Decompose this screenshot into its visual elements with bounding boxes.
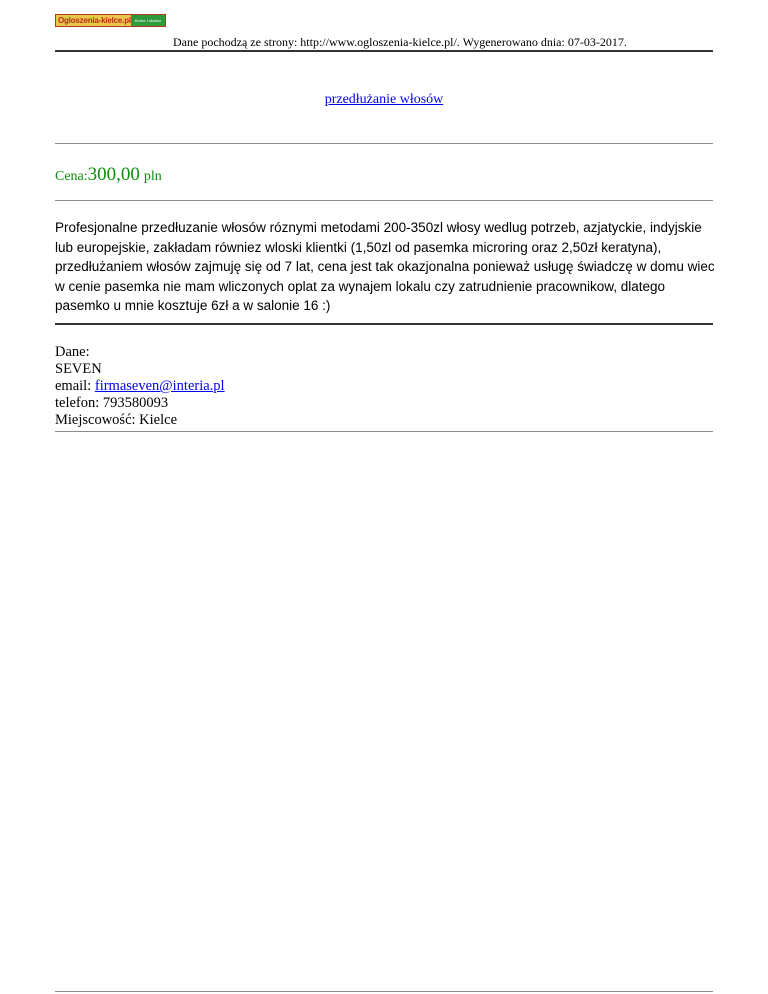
city-value: Kielce <box>139 412 178 428</box>
phone-label: telefon: <box>55 395 103 411</box>
price-currency: pln <box>143 169 162 184</box>
title-divider <box>55 143 713 144</box>
listing-title-link[interactable]: przedłużanie włosów <box>324 92 444 107</box>
price-value: 300,00 <box>87 164 140 185</box>
logo-tag: Kielce i okolice <box>131 15 165 26</box>
contact-city-row <box>55 412 225 429</box>
contact-heading: Dane: <box>55 344 90 360</box>
listing-description: Profesjonalne przedłuzanie włosów róznymi metodami 200-350zl włosy wedlug potrzeb, azjatyckie, indyjskie lub europejskie, zakładam równiez wloski klientki (1,50zl od pasemka microring oraz 2,50zł keratyna), przedłużaniem włosów zajmuję się od 7 lat, cena jest tak okazjonalna ponieważ usługę świadczę w domu wiec w cenie pasemka nie mam wliczonych oplat za wynajem lokalu czy zatrudnienie pracownikow, dlatego pasemko u mnie kosztuje 6zł a w salonie 16 :) <box>55 220 715 313</box>
contact-block <box>55 344 225 429</box>
source-line: Dane pochodzą ze strony: http://www.ogloszenia-kielce.pl/. Wygenerowano dnia: 07-03-2017. <box>173 35 627 49</box>
contact-divider <box>55 431 713 432</box>
price-row <box>55 164 162 186</box>
phone-value: 793580093 <box>102 395 169 411</box>
contact-email-row <box>55 378 225 395</box>
price-label: Cena: <box>55 169 88 184</box>
email-label: email: <box>55 378 95 394</box>
footer-divider <box>55 991 713 992</box>
email-link[interactable]: firmaseven@interia.pl <box>94 378 225 394</box>
contact-name: SEVEN <box>55 361 102 377</box>
contact-phone-row <box>55 395 225 412</box>
city-label: Miejscowość: <box>55 412 140 428</box>
price-divider <box>55 200 713 201</box>
header-divider <box>55 50 713 52</box>
site-logo <box>55 14 166 27</box>
logo-text: Ogloszenia-kielce.pl <box>58 16 131 25</box>
description-divider <box>55 323 713 325</box>
